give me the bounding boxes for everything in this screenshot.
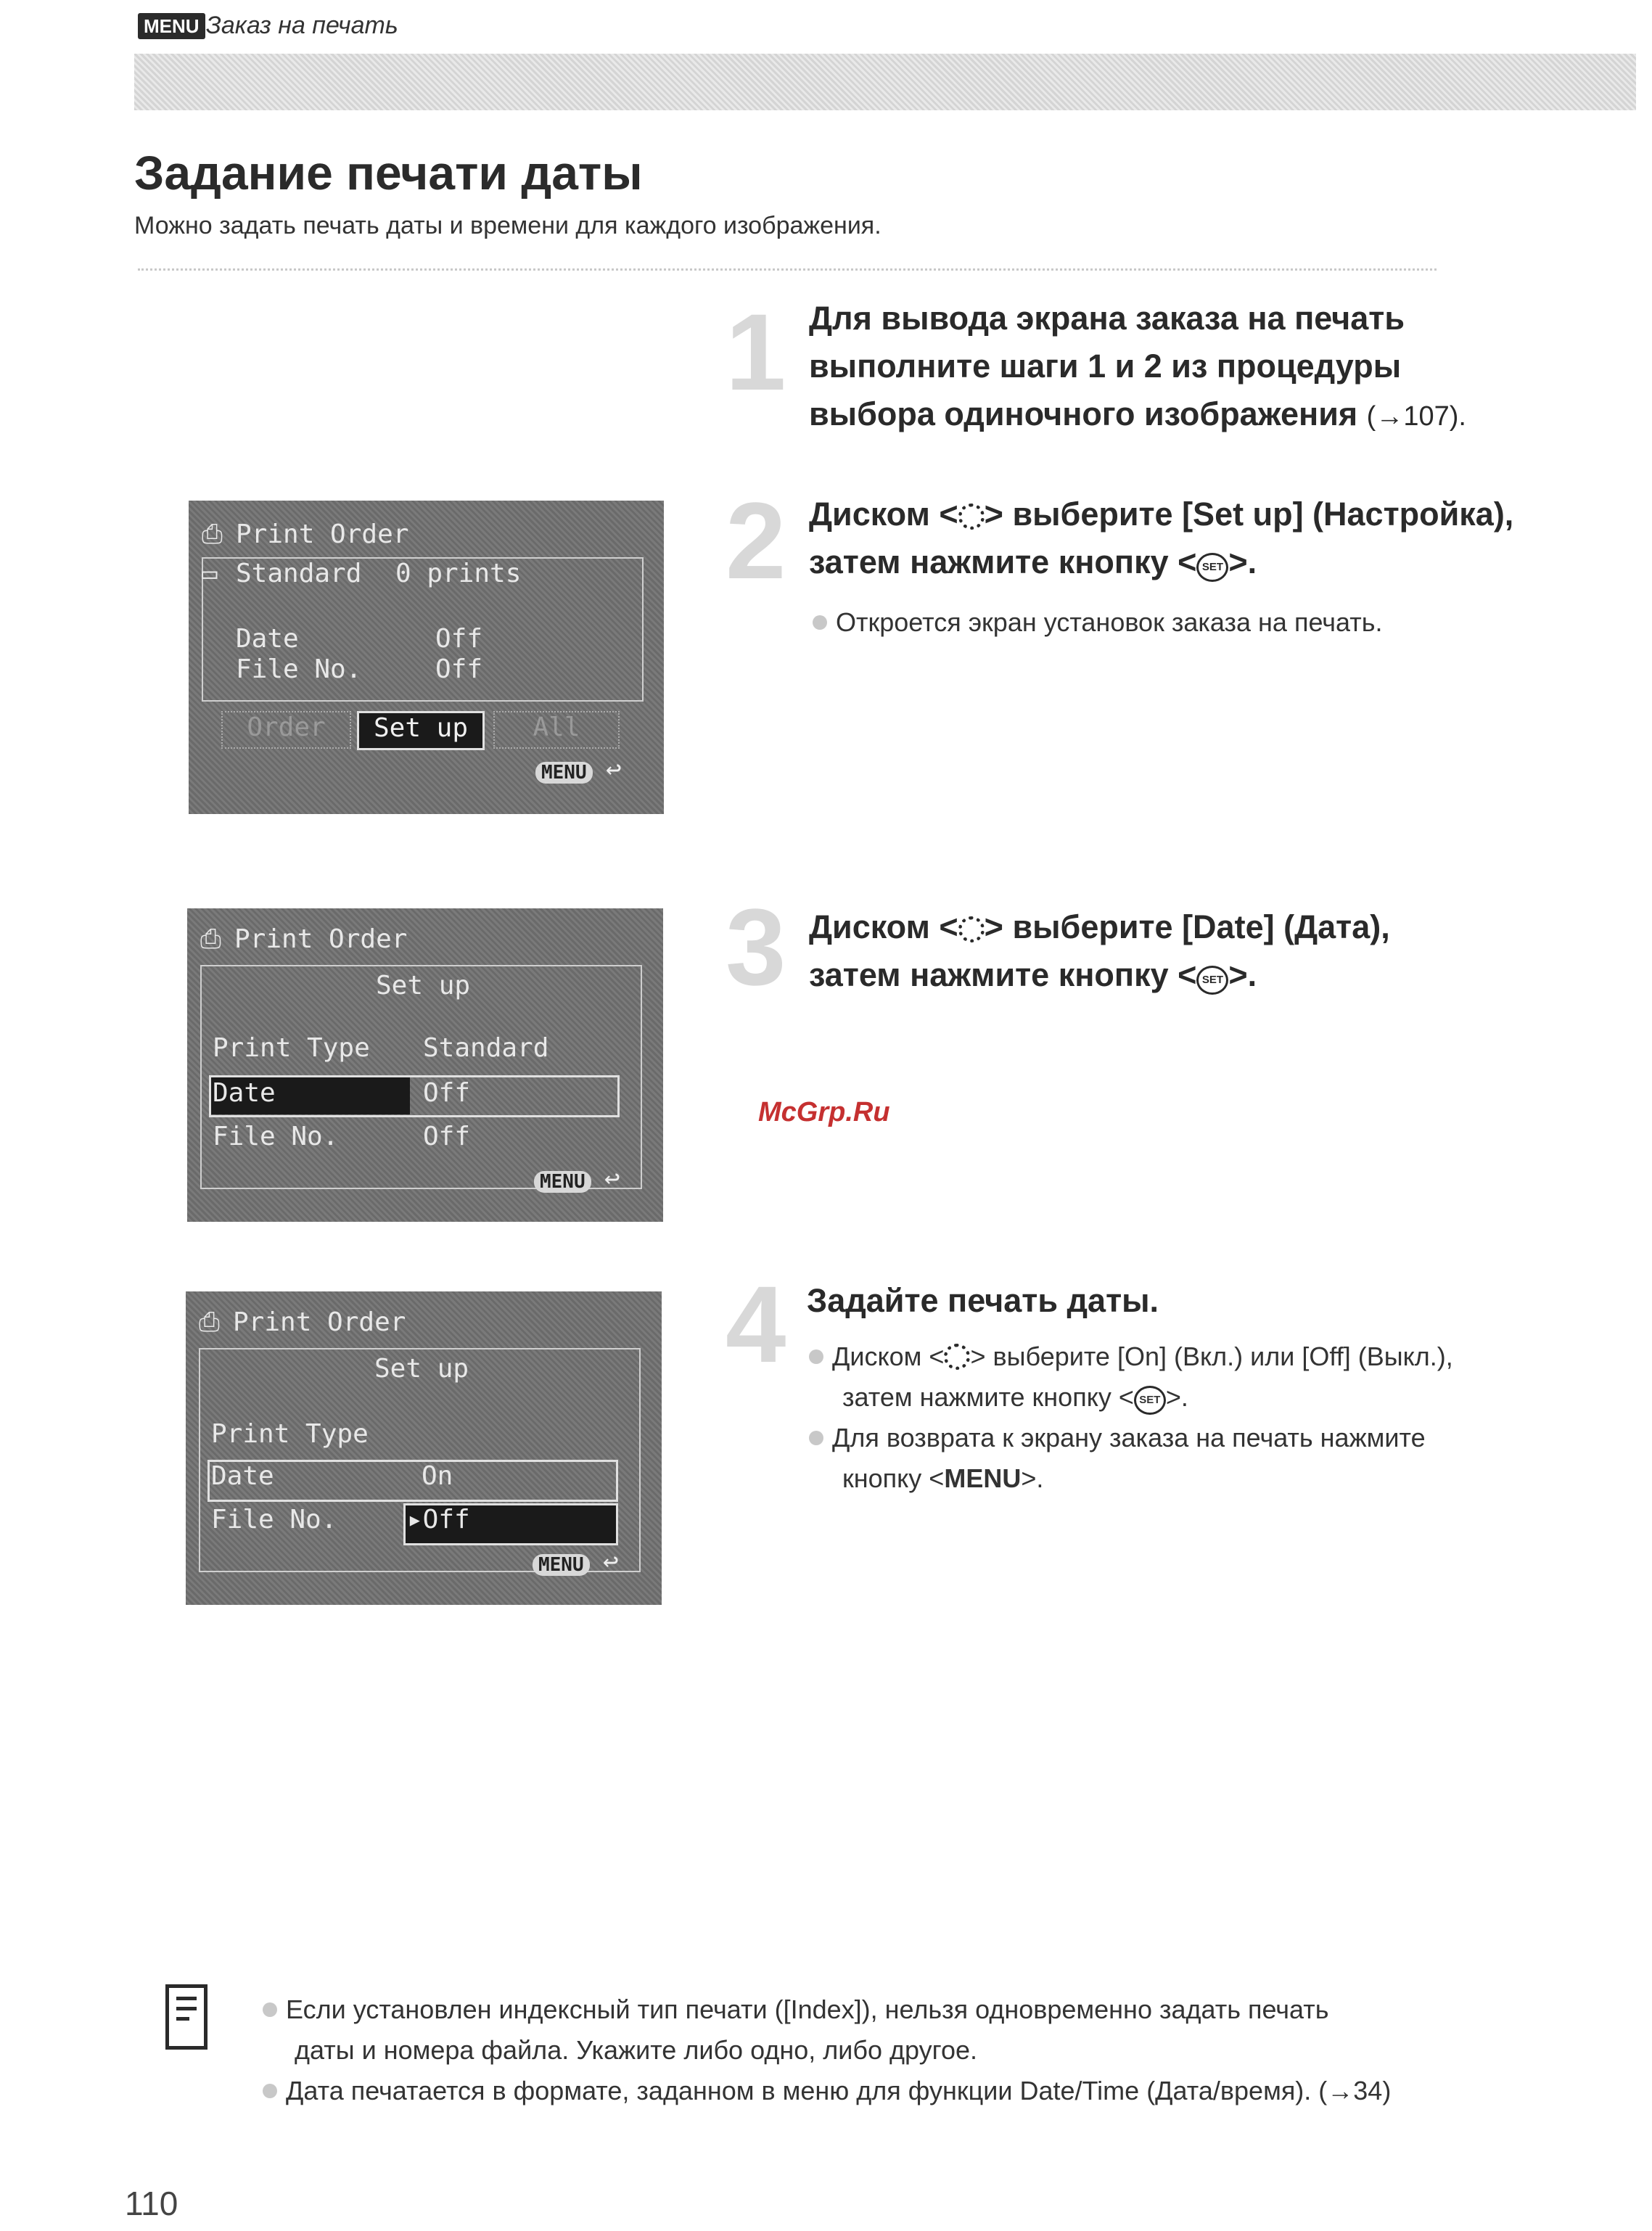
all-button[interactable]: All <box>493 711 620 749</box>
prints-count: 0 prints <box>395 559 522 588</box>
header-band <box>134 54 1636 110</box>
note-text-2: даты и номера файла. Укажите либо одно, либо другое. <box>295 2035 977 2065</box>
step-4-heading: Задайте печать даты. <box>807 1282 1159 1319</box>
step-2-note <box>813 602 1383 643</box>
screen-subtitle: Set up <box>374 1354 469 1384</box>
menu-key: MENU <box>944 1463 1022 1493</box>
step-2-text-b: > выберите [Set up] (Настройка), <box>984 496 1514 533</box>
step-2-text-c: затем нажмите кнопку < <box>809 543 1197 580</box>
print-type-label: Print Type <box>213 1033 370 1063</box>
menu-icon: MENU <box>535 762 593 784</box>
file-no-label: File No. <box>213 1122 339 1151</box>
date-label: Date <box>236 624 299 654</box>
screen-title: Print Order <box>233 1307 406 1337</box>
dial-icon <box>958 916 985 942</box>
page-number: 110 <box>125 2185 178 2222</box>
print-type-label: Print Type <box>211 1419 369 1449</box>
section-title: Заказ на печать <box>206 12 398 39</box>
date-label: Date <box>211 1461 274 1491</box>
print-type: Standard <box>236 559 362 588</box>
step-3-text-d: >. <box>1228 956 1257 993</box>
date-value: On <box>422 1461 453 1491</box>
step-4-b2-a: Для возврата к экрану заказа на печать нажмите <box>832 1423 1426 1453</box>
screen-date-on <box>186 1291 662 1605</box>
dial-icon <box>958 504 985 530</box>
set-button-icon: SET <box>1196 553 1228 582</box>
file-no-label: File No. <box>211 1505 337 1534</box>
date-value: Off <box>423 1078 471 1108</box>
paper-icon: ▭ <box>202 559 218 588</box>
printer-icon: ⎙ <box>200 924 221 954</box>
note-text-1: Если установлен индексный тип печати ([Index]), нельзя одновременно задать печать <box>286 1994 1329 2024</box>
divider <box>138 268 1437 271</box>
order-button[interactable]: Order <box>221 711 351 749</box>
step-number-4: 4 <box>726 1263 786 1385</box>
step-4-b1-d: >. <box>1165 1382 1188 1412</box>
step-4-b1-b: > выберите [On] (Вкл.) или [Off] (Выкл.), <box>970 1342 1453 1371</box>
bullet-icon <box>809 1431 823 1445</box>
note-item-2 <box>263 2071 1391 2111</box>
step-2-note-text: Откроется экран установок заказа на печать. <box>836 607 1383 637</box>
step-4-b2-b: кнопку < <box>842 1463 945 1493</box>
step-3-text-a: Диском < <box>809 908 958 945</box>
step-2-text-a: Диском < <box>809 496 958 533</box>
file-no-value: Off <box>435 654 483 684</box>
set-button-icon: SET <box>1134 1386 1166 1415</box>
menu-icon: MENU <box>534 1171 591 1193</box>
page-reference: (→107). <box>1366 401 1466 432</box>
step-3-text-c: затем нажмите кнопку < <box>809 956 1197 993</box>
note-icon <box>165 1984 207 2050</box>
step-4-b1-c: затем нажмите кнопку < <box>842 1382 1134 1412</box>
back-icon: ↩ <box>606 755 622 784</box>
step-number-2: 2 <box>726 480 786 601</box>
printer-icon: ⎙ <box>199 1307 220 1337</box>
step-4-b2-c: >. <box>1021 1463 1044 1493</box>
file-no-label: File No. <box>236 654 362 684</box>
bullet-icon <box>263 2002 277 2017</box>
date-value: Off <box>435 624 483 654</box>
step-3-text-b: > выберите [Date] (Дата), <box>984 908 1390 945</box>
bullet-icon <box>813 615 827 630</box>
setup-button[interactable]: Set up <box>357 711 485 750</box>
step-1-text: Для вывода экрана заказа на печать выполните шаги 1 и 2 из процедуры выбора одиночного изображения <box>809 300 1405 432</box>
screen-print-order <box>189 501 664 814</box>
step-2-heading <box>809 490 1534 586</box>
file-no-value: Off <box>423 1122 471 1151</box>
step-4-b1-a: Диском < <box>832 1342 945 1371</box>
note-text-3: Дата печатается в формате, заданном в меню для функции Date/Time (Дата/время). (→34) <box>286 2076 1392 2105</box>
menu-badge: MENU <box>138 13 205 39</box>
step-1-heading <box>809 295 1491 440</box>
screen-title: Print Order <box>234 924 408 954</box>
bullet-icon <box>263 2084 277 2098</box>
page-title: Задание печати даты <box>134 146 643 200</box>
page-subtitle: Можно задать печать даты и времени для каждого изображения. <box>134 212 882 239</box>
off-option: ▸Off <box>407 1505 470 1534</box>
printer-icon: ⎙ <box>202 519 223 549</box>
date-label: Date <box>213 1078 276 1108</box>
screen-subtitle: Set up <box>376 971 471 1001</box>
screen-title: Print Order <box>236 519 409 549</box>
menu-icon: MENU <box>533 1554 590 1576</box>
step-number-1: 1 <box>726 291 786 413</box>
dial-icon <box>944 1344 970 1370</box>
watermark: McGrp.Ru <box>758 1097 890 1127</box>
bullet-icon <box>809 1349 823 1364</box>
step-3-heading <box>809 903 1534 999</box>
step-2-text-d: >. <box>1228 543 1257 580</box>
back-icon: ↩ <box>603 1547 619 1577</box>
set-button-icon: SET <box>1196 966 1228 995</box>
back-icon: ↩ <box>604 1164 620 1193</box>
note-item-1 <box>263 1989 1329 2030</box>
step-4-notes <box>809 1336 1534 1499</box>
screen-setup-date <box>187 908 663 1222</box>
step-number-3: 3 <box>726 886 786 1008</box>
print-type-value: Standard <box>423 1033 549 1063</box>
